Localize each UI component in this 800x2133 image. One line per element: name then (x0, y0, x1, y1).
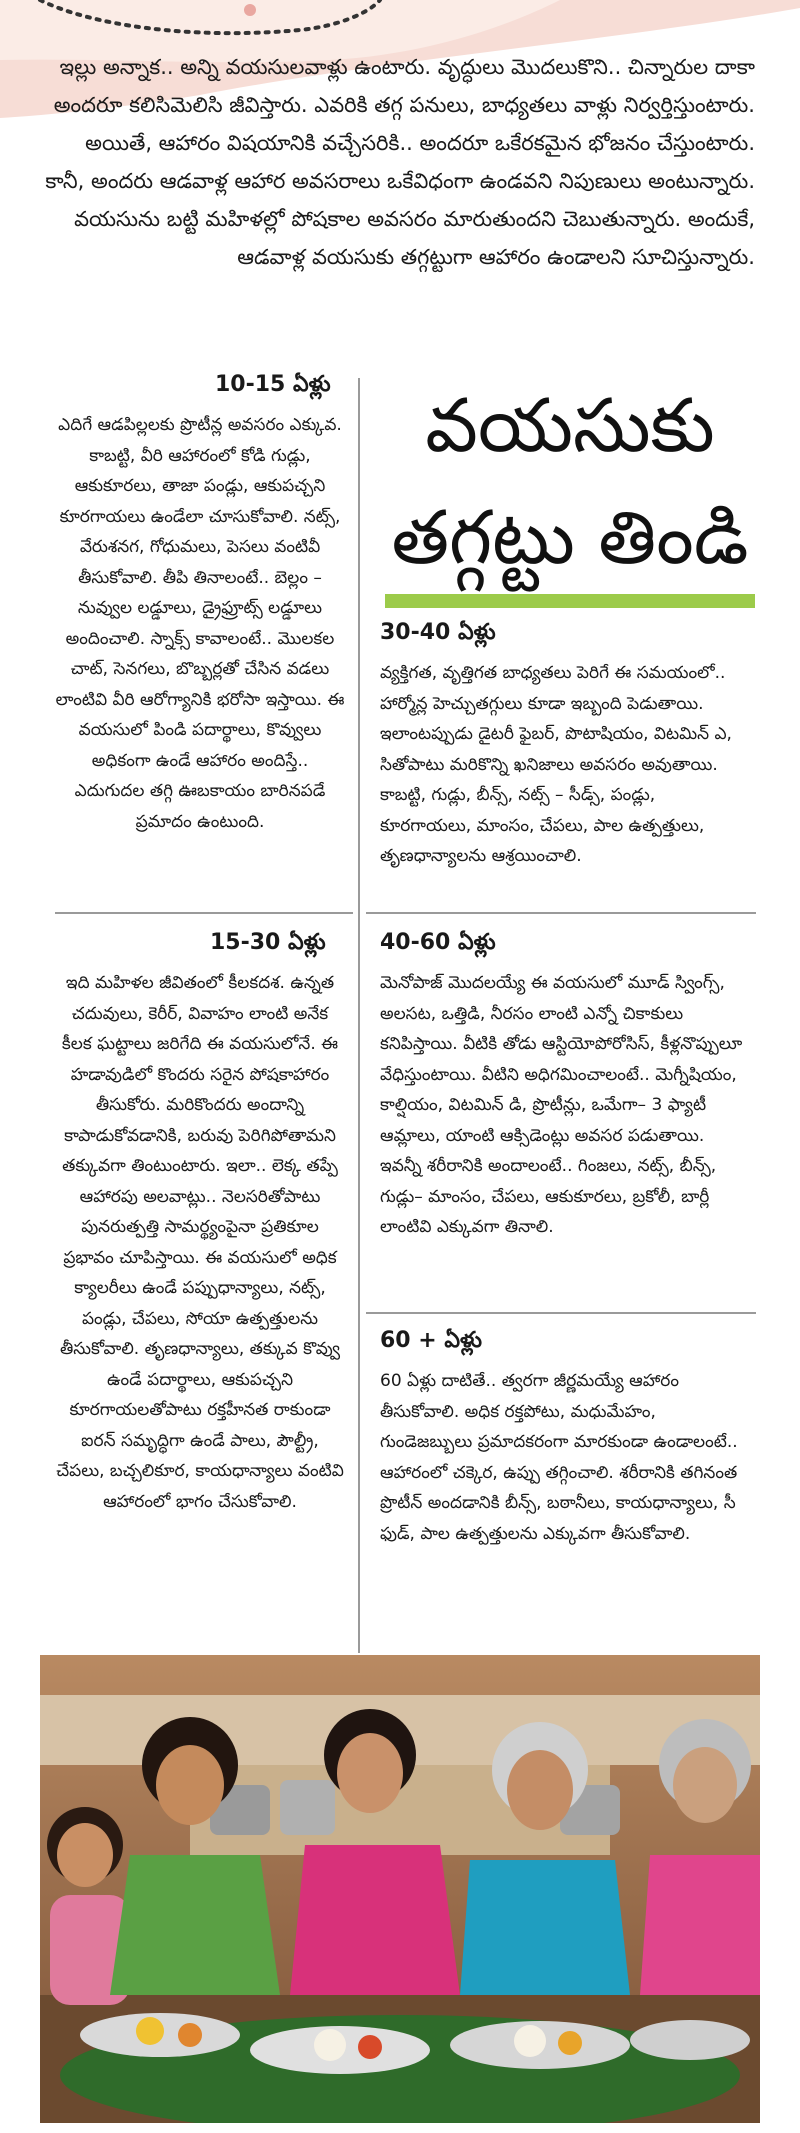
section-body: వ్యక్తిగత, వృత్తిగత బాధ్యతలు పెరిగే ఈ సమయంలో.. హార్మోన్ల హెచ్చుతగ్గులు కూడా ఇబ్బంది పెడుతాయి. ఇలాంటప్పుడు డైటరీ ఫైబర్, పొటాషియం, విటమిన్ ఎ, సితోపాటు మరికొన్ని ఖనిజాలు అవసరం అవుతాయి. కాబట్టి, గుడ్లు, బీన్స్, నట్స్ – సీడ్స్, పండ్లు, కూరగాయలు, మాంసం, చేపలు, పాల ఉత్పత్తులు, తృణధాన్యాలను ఆశ్రయించాలి. (380, 663, 732, 866)
section-60-plus (380, 1328, 750, 1549)
column-divider (358, 378, 360, 1653)
title-line-1: వయసుకు (425, 383, 715, 469)
section-divider (55, 912, 353, 914)
section-heading: 40-60 ఏళ్లు (380, 930, 496, 955)
section-divider (366, 1312, 756, 1314)
section-body: ఎదిగే ఆడపిల్లలకు ప్రొటీన్ల అవసరం ఎక్కువ. కాబట్టి, వీరి ఆహారంలో కోడి గుడ్లు, ఆకుకూరలు, తాజా పండ్లు, ఆకుపచ్చని కూరగాయలు ఉండేలా చూసుకోవాలి. నట్స్, వేరుశనగ, గోధుమలు, పెసలు వంటివీ తీసుకోవాలి. తీపి తినాలంటే.. బెల్లం – నువ్వుల లడ్డూలు, డ్రైఫ్రూట్స్ లడ్డూలు అందించాలి. స్నాక్స్ కావాలంటే.. మొలకల చాట్, సెనగలు, బొబ్బర్లతో చేసిన వడలు లాంటివి వీరి ఆరోగ్యానికి భరోసా ఇస్తాయి. ఈ వయసులో పిండి పదార్థాలు, కొవ్వులు అధికంగా ఉండే ఆహారం అందిస్తే.. ఎదుగుదల తగ్గి ఊబకాయం బారినపడే ప్రమాదం ఉంటుంది. (55, 415, 345, 832)
title-accent-bar (385, 594, 755, 608)
section-body: ఇది మహిళల జీవితంలో కీలకదశ. ఉన్నత చదువులు, కెరీర్, వివాహం లాంటి అనేక కీలక ఘట్టాలు జరిగేది ఈ వయసులోనే. ఈ హడావుడిలో కొందరు సరైన పోషకాహారం తీసుకోరు. మరికొందరు అందాన్ని కాపాడుకోవడానికి, బరువు పెరిగిపోతామని తక్కువగా తింటుంటారు. ఇలా.. లెక్క తప్పే ఆహారపు అలవాట్లు.. నెలసరితోపాటు పునరుత్పత్తి సామర్థ్యంపైనా ప్రతికూల ప్రభావం చూపిస్తాయి. ఈ వయసులో అధిక క్యాలరీలు ఉండే పప్పుధాన్యాలు, నట్స్, పండ్లు, చేపలు, సోయా ఉత్పత్తులను తీసుకోవాలి. తృణధాన్యాలు, తక్కువ కొవ్వు ఉండే పదార్థాలు, ఆకుపచ్చని కూరగాయలతోపాటు రక్తహీనత రాకుండా ఐరన్ సమృద్ధిగా ఉండే పాలు, పౌల్ట్రీ, చేపలు, బచ్చలికూర, కాయధాన్యాలు వంటివి ఆహారంలో భాగం చేసుకోవాలి. (56, 973, 344, 1512)
section-body: మెనోపాజ్ మొదలయ్యే ఈ వయసులో మూడ్ స్వింగ్స్, అలసట, ఒత్తిడి, నీరసం లాంటి ఎన్నో చికాకులు కనిపిస్తాయి. వీటికి తోడు ఆస్టియోపోరోసిస్, కీళ్లనొప్పులూ వేధిస్తుంటాయి. వీటిని అధిగమించాలంటే.. మెగ్నీషియం, కాల్షియం, విటమిన్ డి, ప్రొటీన్లు, ఒమేగా– 3 ఫ్యాటీ ఆమ్లాలు, యాంటి ఆక్సిడెంట్లు అవసర పడుతాయి. ఇవన్నీ శరీరానికి అందాలంటే.. గింజలు, నట్స్, బీన్స్, గుడ్లు– మాంసం, చేపలు, ఆకుకూరలు, బ్రకోలీ, బార్లీ లాంటివి ఎక్కువగా తినాలి. (380, 973, 743, 1237)
section-10-15 (55, 372, 345, 837)
section-heading: 30-40 ఏళ్లు (380, 620, 496, 645)
section-heading: 60 + ఏళ్లు (380, 1328, 482, 1353)
section-heading: 10-15 ఏళ్లు (215, 372, 331, 397)
family-meal-illustration (40, 1655, 760, 2123)
intro-paragraph: ఇల్లు అన్నాక.. అన్ని వయసులవాళ్లు ఉంటారు. వృద్ధులు మొదలుకొని.. చిన్నారుల దాకా అందరూ కలిసిమెలిసి జీవిస్తారు. ఎవరికి తగ్గ పనులు, బాధ్యతలు వాళ్లు నిర్వర్తిస్తుంటారు. అయితే, ఆహారం విషయానికి వచ్చేసరికి.. అందరూ ఒకేరకమైన భోజనం చేస్తుంటారు. కానీ, అందరు ఆడవాళ్ల ఆహార అవసరాలు ఒకేవిధంగా ఉండవని నిపుణులు అంటున్నారు. వయసును బట్టి మహిళల్లో పోషకాల అవసరం మారుతుందని చెబుతున్నారు. అందుకే, ఆడవాళ్ల వయసుకు తగ్గట్టుగా ఆహారం ఉండాలని సూచిస్తున్నారు. (45, 55, 755, 269)
section-heading: 15-30 ఏళ్లు (210, 930, 326, 955)
article-title (385, 370, 755, 594)
section-40-60 (380, 930, 750, 1243)
section-15-30 (55, 930, 345, 1517)
title-line-2: తగ్గట్టు తిండి (391, 495, 749, 581)
section-divider (366, 912, 756, 914)
section-30-40 (380, 620, 750, 872)
section-body: 60 ఏళ్లు దాటితే.. త్వరగా జీర్ణమయ్యే ఆహారం తీసుకోవాలి. అధిక రక్తపోటు, మధుమేహం, గుండెజబ్బులు ప్రమాదకరంగా మారకుండా ఉండాలంటే.. ఆహారంలో చక్కెర, ఉప్పు తగ్గించాలి. శరీరానికి తగినంత ప్రొటీన్ అందడానికి బీన్స్, బఠానీలు, కాయధాన్యాలు, సీ ఫుడ్, పాల ఉత్పత్తులను ఎక్కువగా తీసుకోవాలి. (380, 1371, 738, 1544)
